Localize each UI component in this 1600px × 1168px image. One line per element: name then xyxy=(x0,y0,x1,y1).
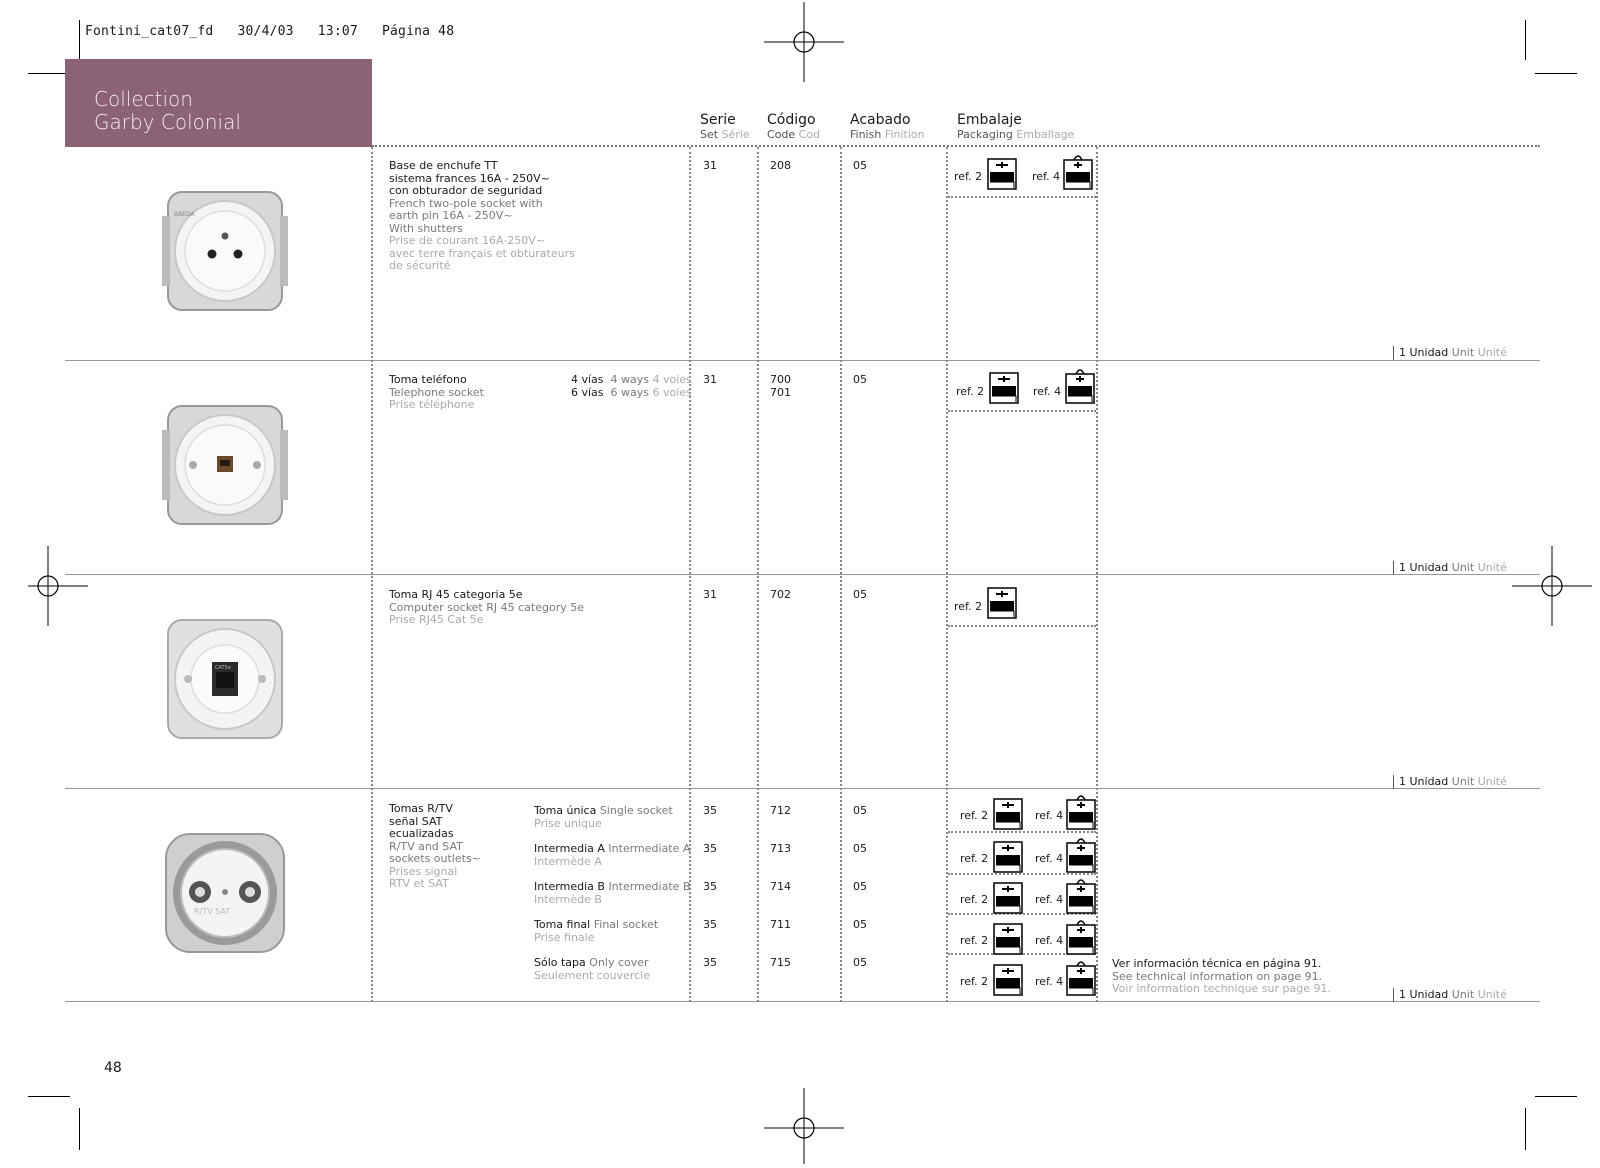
column-divider xyxy=(840,147,842,1002)
svg-text:R/TV SAT: R/TV SAT xyxy=(194,907,231,916)
crop-mark xyxy=(1525,1108,1526,1150)
product-description: Base de enchufe TT sistema frances 16A - 250V~ con obturador de seguridad French two-pole socket with earth pin 16A - 250V~ With shutters Prise de courant 16A-250V~ avec terre français et obturateurs de sécurité xyxy=(389,159,575,272)
row-divider xyxy=(65,574,1540,575)
packaging-box xyxy=(948,196,1096,198)
serie-value: 31 xyxy=(703,588,717,601)
sub-item-description: Toma final Final socket Prise finale xyxy=(534,918,659,944)
serie-value: 35 xyxy=(703,804,717,817)
product-image-telephone-socket xyxy=(160,400,290,530)
sub-item-description: Toma única Single socket Prise unique xyxy=(534,804,673,830)
ref-4-label: ref. 4 xyxy=(1035,934,1064,947)
registration-mark-right xyxy=(1512,546,1592,626)
registration-mark-bottom xyxy=(764,1088,844,1168)
unit-label: 1 Unidad Unit Unité xyxy=(1393,775,1507,789)
packaging-ref4-icon xyxy=(1063,152,1093,184)
column-divider xyxy=(757,147,759,1002)
unit-label: 1 Unidad Unit Unité xyxy=(1393,346,1507,360)
crop-mark xyxy=(28,1096,70,1097)
column-divider xyxy=(689,147,691,1002)
svg-text:CAT5e: CAT5e xyxy=(215,665,231,671)
ref-4-label: ref. 4 xyxy=(1033,385,1062,398)
packaging-box xyxy=(948,625,1096,627)
row-divider xyxy=(65,1001,1540,1002)
acabado-value: 05 xyxy=(853,918,867,931)
col-header-acabado: Acabado Finish Finition xyxy=(850,112,925,141)
header-rule xyxy=(372,145,1540,147)
acabado-value: 05 xyxy=(853,804,867,817)
crop-mark xyxy=(1535,73,1577,74)
registration-mark-top xyxy=(764,2,844,82)
packaging-ref2-icon xyxy=(993,923,1023,955)
product-image-rj45-socket xyxy=(160,614,290,744)
codigo-value: 711 xyxy=(770,918,791,931)
row-divider xyxy=(65,360,1540,361)
ref-4-label: ref. 4 xyxy=(1032,170,1061,183)
ref-4-label: ref. 4 xyxy=(1035,975,1064,988)
codigo-value: 712 xyxy=(770,804,791,817)
ref-2-label: ref. 2 xyxy=(960,809,989,822)
serie-value: 31 xyxy=(703,373,717,386)
col-header-embalaje: Embalaje Packaging Emballage xyxy=(957,112,1075,141)
acabado-value: 05 xyxy=(853,842,867,855)
packaging-box xyxy=(948,831,1096,833)
unit-label: 1 Unidad Unit Unité xyxy=(1393,561,1507,575)
rj45-socket-icon xyxy=(160,614,290,744)
row-divider xyxy=(65,788,1540,789)
packaging-box xyxy=(948,873,1096,875)
packaging-ref4-icon xyxy=(1066,958,1096,990)
packaging-ref4-icon xyxy=(1066,876,1096,908)
packaging-box xyxy=(948,410,1096,412)
technical-note: Ver información técnica en página 91. See technical information on page 91. Voir information technique sur page 91. xyxy=(1112,957,1331,995)
product-description: Tomas R/TV señal SAT ecualizadas R/TV and SAT sockets outlets~ Prises signal RTV et SAT xyxy=(389,802,481,890)
acabado-value: 05 xyxy=(853,880,867,893)
serie-value: 35 xyxy=(703,918,717,931)
unit-label: 1 Unidad Unit Unité xyxy=(1393,988,1507,1002)
svg-text:ABEDA: ABEDA xyxy=(174,211,195,218)
ref-4-label: ref. 4 xyxy=(1035,852,1064,865)
product-image-french-socket xyxy=(160,186,290,316)
crop-mark xyxy=(79,1108,80,1150)
product-description: Toma RJ 45 categoria 5e Computer socket RJ 45 category 5e Prise RJ45 Cat 5e xyxy=(389,588,584,626)
product-image-rtv-sat-socket xyxy=(160,828,290,958)
crop-mark xyxy=(1535,1096,1577,1097)
page-number: 48 xyxy=(104,1060,122,1076)
codigo-value: 208 xyxy=(770,159,791,172)
codigo-value: 714 xyxy=(770,880,791,893)
ref-2-label: ref. 2 xyxy=(960,893,989,906)
telephone-socket-icon xyxy=(160,400,290,530)
acabado-value: 05 xyxy=(853,956,867,969)
ref-2-label: ref. 2 xyxy=(960,852,989,865)
packaging-ref2-icon xyxy=(989,372,1019,404)
acabado-value: 05 xyxy=(853,373,867,386)
codigo-value: 700 701 xyxy=(770,373,791,399)
ref-2-label: ref. 2 xyxy=(954,600,983,613)
registration-mark-left xyxy=(8,546,88,626)
crop-mark xyxy=(1525,20,1526,60)
banner-line2: Garby Colonial xyxy=(94,110,241,134)
rtv-sat-socket-icon xyxy=(160,828,290,958)
column-divider xyxy=(1096,147,1098,1002)
french-socket-icon xyxy=(160,186,290,316)
ref-2-label: ref. 2 xyxy=(954,170,983,183)
crop-mark xyxy=(28,73,70,74)
packaging-ref2-icon xyxy=(993,841,1023,873)
slug-line: Fontini_cat07_fd 30/4/03 13:07 Página 48 xyxy=(85,24,455,39)
serie-value: 31 xyxy=(703,159,717,172)
ref-2-label: ref. 2 xyxy=(960,934,989,947)
col-header-serie: Serie Set Série xyxy=(700,112,750,141)
banner-line1: Collection xyxy=(94,87,193,111)
serie-value: 35 xyxy=(703,880,717,893)
ref-2-label: ref. 2 xyxy=(956,385,985,398)
packaging-ref4-icon xyxy=(1065,366,1095,398)
packaging-ref2-icon xyxy=(993,882,1023,914)
packaging-ref2-icon xyxy=(987,158,1017,190)
packaging-ref4-icon xyxy=(1066,792,1096,824)
serie-value: 35 xyxy=(703,956,717,969)
col-header-codigo: Código Code Cod xyxy=(767,112,821,141)
column-divider xyxy=(371,147,373,1002)
ref-2-label: ref. 2 xyxy=(960,975,989,988)
packaging-ref4-icon xyxy=(1066,835,1096,867)
collection-banner xyxy=(65,59,372,147)
codigo-value: 715 xyxy=(770,956,791,969)
packaging-ref2-icon xyxy=(987,587,1017,619)
crop-mark xyxy=(79,20,80,60)
codigo-value: 702 xyxy=(770,588,791,601)
acabado-value: 05 xyxy=(853,588,867,601)
packaging-ref2-icon xyxy=(993,798,1023,830)
ref-4-label: ref. 4 xyxy=(1035,809,1064,822)
product-description: Toma teléfono Telephone socket Prise téléphone xyxy=(389,373,484,411)
serie-value: 35 xyxy=(703,842,717,855)
variant-list: 4 vías 4 ways 4 voies 6 vías 6 ways 6 voies xyxy=(571,373,692,399)
acabado-value: 05 xyxy=(853,159,867,172)
sub-item-description: Sólo tapa Only cover Seulement couvercle xyxy=(534,956,650,982)
packaging-ref4-icon xyxy=(1066,917,1096,949)
codigo-value: 713 xyxy=(770,842,791,855)
packaging-ref2-icon xyxy=(993,964,1023,996)
ref-4-label: ref. 4 xyxy=(1035,893,1064,906)
sub-item-description: Intermedia B Intermediate B Intermède B xyxy=(534,880,691,906)
sub-item-description: Intermedia A Intermediate A Intermède A xyxy=(534,842,691,868)
